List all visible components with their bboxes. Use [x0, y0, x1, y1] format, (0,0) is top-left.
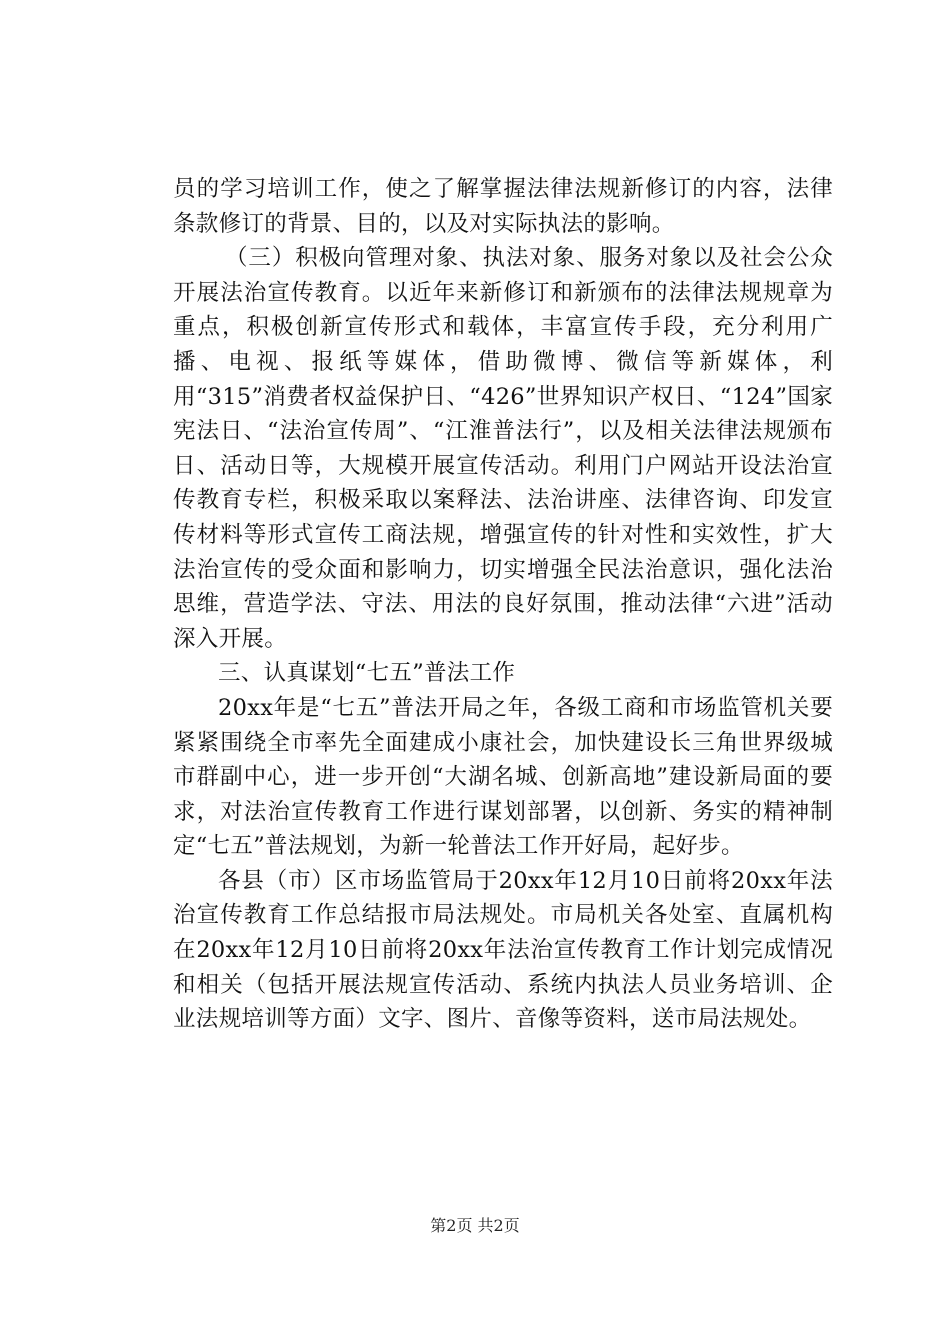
paragraph-plan: 20xx年是“七五”普法开局之年，各级工商和市场监管机关要紧紧围绕全市率先全面建成小康社会，加快建设长三角世界级城市群副中心，进一步开创“大湖名城、创新高地”建设新局面的要求，对法治宣传教育工作进行谋划部署，以创新、务实的精神制定“七五”普法规划，为新一轮普法工作开好局，起好步。 [173, 694, 833, 860]
section-heading: 三、认真谋划“七五”普法工作 [218, 660, 516, 687]
paragraph-continuation: 员的学习培训工作，使之了解掌握法律法规新修订的内容，法律条款修订的背景、目的，以及对实际执法的影响。 [173, 176, 833, 237]
paragraph-section-3-item: （三）积极向管理对象、执法对象、服务对象以及社会公众开展法治宣传教育。以近年来新修订和新颁布的法律法规规章为重点，积极创新宣传形式和载体，丰富宣传手段，充分利用广播、电视、报纸等媒体，借助微博、微信等新媒体，利用“315”消费者权益保护日、“426”世界知识产权日、“124”国家宪法日、“法治宣传周”、“江淮普法行”，以及相关法律法规颁布日、活动日等，大规模开展宣传活动。利用门户网站开设法治宣传教育专栏，积极采取以案释法、法治讲座、法律咨询、印发宣传材料等形式宣传工商法规，增强宣传的针对性和实效性，扩大法治宣传的受众面和影响力，切实增强全民法治意识，强化法治思维，营造学法、守法、用法的良好氛围，推动法律“六进”活动深入开展。 [173, 245, 833, 652]
paragraph-deadline: 各县（市）区市场监管局于20xx年12月10日前将20xx年法治宣传教育工作总结报市局法规处。市局机关各处室、直属机构在20xx年12月10日前将20xx年法治宣传教育工作计划完成情况和相关（包括开展法规宣传活动、系统内执法人员业务培训、企业法规培训等方面）文字、图片、音像等资料，送市局法规处。 [173, 867, 833, 1033]
page-footer: 第2页 共2页 [430, 1216, 520, 1235]
document-body [173, 172, 833, 1037]
